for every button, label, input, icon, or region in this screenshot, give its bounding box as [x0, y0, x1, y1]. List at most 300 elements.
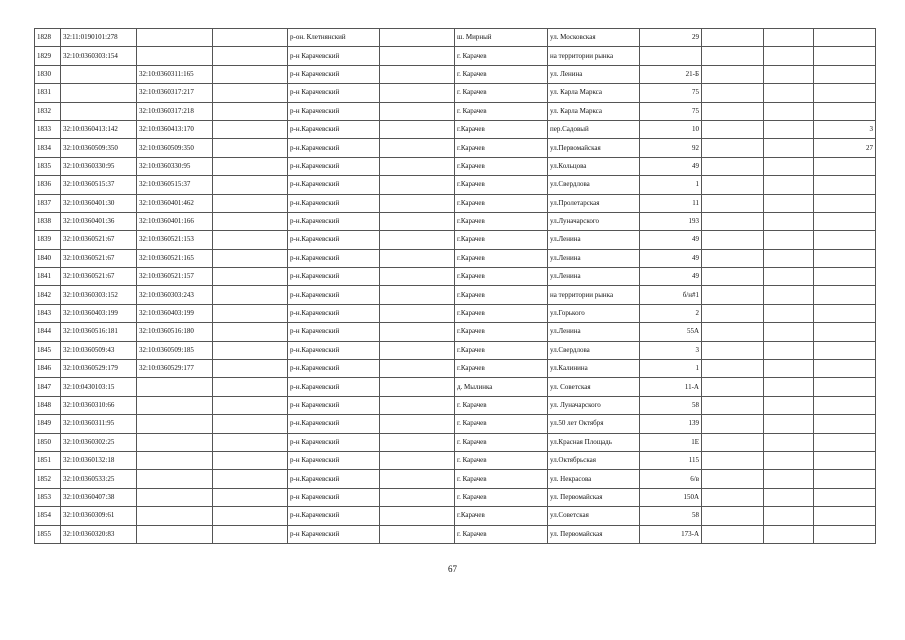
street-cell: ул.Ленина — [548, 249, 640, 267]
settlement-cell: г.Карачев — [455, 120, 548, 138]
cadastral-number-cell: 32:10:0360303:154 — [61, 47, 137, 65]
street-cell: ул.Октябрьская — [548, 451, 640, 469]
settlement-cell: г.Карачев — [455, 176, 548, 194]
apartment-cell — [814, 286, 876, 304]
empty-cell — [702, 102, 764, 120]
house-number-cell: 49 — [640, 231, 702, 249]
street-cell: ул.Пролетарская — [548, 194, 640, 212]
empty-cell — [702, 488, 764, 506]
empty-cell — [380, 84, 455, 102]
empty-cell — [764, 84, 814, 102]
table-row — [35, 433, 876, 451]
building-cadastral-number-cell: 32:10:0360413:170 — [137, 120, 213, 138]
district-cell: р-н.Карачевский — [288, 304, 380, 322]
empty-cell — [702, 286, 764, 304]
apartment-cell — [814, 415, 876, 433]
table-row — [35, 286, 876, 304]
settlement-cell: г.Карачев — [455, 157, 548, 175]
street-cell: ул.Советская — [548, 507, 640, 525]
empty-cell — [213, 194, 288, 212]
empty-cell — [213, 378, 288, 396]
district-cell: р-н.Карачевский — [288, 470, 380, 488]
row-number-cell: 1835 — [35, 157, 61, 175]
settlement-cell: г. Карачев — [455, 451, 548, 469]
empty-cell — [702, 120, 764, 138]
cadastral-number-cell: 32:10:0360533:25 — [61, 470, 137, 488]
table-row — [35, 451, 876, 469]
apartment-cell — [814, 84, 876, 102]
empty-cell — [764, 47, 814, 65]
street-cell: ул. Карла Маркса — [548, 102, 640, 120]
empty-cell — [213, 231, 288, 249]
row-number-cell: 1836 — [35, 176, 61, 194]
settlement-cell: г. Карачев — [455, 433, 548, 451]
district-cell: р-н Карачевский — [288, 102, 380, 120]
district-cell: р-он. Клетнянский — [288, 29, 380, 47]
empty-cell — [764, 176, 814, 194]
row-number-cell: 1834 — [35, 139, 61, 157]
district-cell: р-н.Карачевский — [288, 341, 380, 359]
district-cell: р-н.Карачевский — [288, 231, 380, 249]
empty-cell — [213, 65, 288, 83]
empty-cell — [213, 323, 288, 341]
apartment-cell — [814, 157, 876, 175]
street-cell: ул. Советская — [548, 378, 640, 396]
cadastral-number-cell: 32:10:0360320:83 — [61, 525, 137, 543]
apartment-cell — [814, 451, 876, 469]
street-cell: ул.Ленина — [548, 231, 640, 249]
house-number-cell: 49 — [640, 268, 702, 286]
street-cell: ул. Карла Маркса — [548, 84, 640, 102]
row-number-cell: 1829 — [35, 47, 61, 65]
empty-cell — [213, 488, 288, 506]
empty-cell — [764, 212, 814, 230]
empty-cell — [380, 65, 455, 83]
empty-cell — [764, 341, 814, 359]
district-cell: р-н.Карачевский — [288, 120, 380, 138]
empty-cell — [380, 286, 455, 304]
house-number-cell: 1Е — [640, 433, 702, 451]
registry-table — [34, 28, 876, 544]
table-row — [35, 323, 876, 341]
table-row — [35, 176, 876, 194]
empty-cell — [380, 396, 455, 414]
street-cell: ул.Ленина — [548, 323, 640, 341]
row-number-cell: 1846 — [35, 360, 61, 378]
empty-cell — [764, 120, 814, 138]
cadastral-number-cell: 32:10:0360132:18 — [61, 451, 137, 469]
settlement-cell: г.Карачев — [455, 212, 548, 230]
row-number-cell: 1850 — [35, 433, 61, 451]
empty-cell — [764, 249, 814, 267]
house-number-cell: 29 — [640, 29, 702, 47]
empty-cell — [702, 65, 764, 83]
empty-cell — [213, 507, 288, 525]
empty-cell — [764, 29, 814, 47]
table-row — [35, 139, 876, 157]
building-cadastral-number-cell — [137, 415, 213, 433]
row-number-cell: 1840 — [35, 249, 61, 267]
empty-cell — [764, 102, 814, 120]
street-cell: ул.Свердлова — [548, 341, 640, 359]
empty-cell — [213, 157, 288, 175]
empty-cell — [702, 415, 764, 433]
empty-cell — [702, 433, 764, 451]
apartment-cell: 3 — [814, 120, 876, 138]
street-cell: на территории рынка — [548, 47, 640, 65]
cadastral-number-cell: 32:10:0360529:179 — [61, 360, 137, 378]
settlement-cell: г. Карачев — [455, 84, 548, 102]
settlement-cell: г. Карачев — [455, 488, 548, 506]
house-number-cell: 139 — [640, 415, 702, 433]
street-cell: ул.Ленина — [548, 268, 640, 286]
cadastral-number-cell — [61, 102, 137, 120]
row-number-cell: 1830 — [35, 65, 61, 83]
apartment-cell: 27 — [814, 139, 876, 157]
cadastral-number-cell: 32:10:0360509:350 — [61, 139, 137, 157]
table-row — [35, 47, 876, 65]
settlement-cell: г.Карачев — [455, 268, 548, 286]
empty-cell — [213, 120, 288, 138]
street-cell: ул. Луначарского — [548, 396, 640, 414]
cadastral-number-cell: 32:10:0360403:199 — [61, 304, 137, 322]
table-row — [35, 378, 876, 396]
house-number-cell: 92 — [640, 139, 702, 157]
house-number-cell: 49 — [640, 157, 702, 175]
apartment-cell — [814, 47, 876, 65]
street-cell: на территории рынка — [548, 286, 640, 304]
table-row — [35, 525, 876, 543]
table-row — [35, 231, 876, 249]
apartment-cell — [814, 488, 876, 506]
cadastral-number-cell: 32:10:0360515:37 — [61, 176, 137, 194]
empty-cell — [380, 304, 455, 322]
table-row — [35, 157, 876, 175]
building-cadastral-number-cell: 32:10:0360401:166 — [137, 212, 213, 230]
cadastral-number-cell: 32:10:0360330:95 — [61, 157, 137, 175]
row-number-cell: 1837 — [35, 194, 61, 212]
apartment-cell — [814, 507, 876, 525]
empty-cell — [702, 323, 764, 341]
table-row — [35, 29, 876, 47]
house-number-cell: 58 — [640, 507, 702, 525]
district-cell: р-н.Карачевский — [288, 212, 380, 230]
district-cell: р-н Карачевский — [288, 433, 380, 451]
empty-cell — [213, 268, 288, 286]
empty-cell — [702, 470, 764, 488]
settlement-cell: г.Карачев — [455, 231, 548, 249]
settlement-cell: г. Карачев — [455, 102, 548, 120]
house-number-cell: 11 — [640, 194, 702, 212]
empty-cell — [702, 249, 764, 267]
empty-cell — [764, 433, 814, 451]
district-cell: р-н.Карачевский — [288, 268, 380, 286]
house-number-cell: 10 — [640, 120, 702, 138]
empty-cell — [764, 231, 814, 249]
empty-cell — [380, 249, 455, 267]
empty-cell — [380, 102, 455, 120]
cadastral-number-cell: 32:10:0360303:152 — [61, 286, 137, 304]
table-row — [35, 194, 876, 212]
empty-cell — [380, 525, 455, 543]
building-cadastral-number-cell: 32:10:0360403:199 — [137, 304, 213, 322]
apartment-cell — [814, 360, 876, 378]
apartment-cell — [814, 176, 876, 194]
settlement-cell: г.Карачев — [455, 323, 548, 341]
empty-cell — [764, 268, 814, 286]
row-number-cell: 1855 — [35, 525, 61, 543]
street-cell: ул.Красная Площадь — [548, 433, 640, 451]
empty-cell — [702, 341, 764, 359]
cadastral-number-cell: 32:10:0360509:43 — [61, 341, 137, 359]
district-cell: р-н Карачевский — [288, 451, 380, 469]
table-row — [35, 470, 876, 488]
empty-cell — [764, 451, 814, 469]
empty-cell — [764, 194, 814, 212]
house-number-cell: 2 — [640, 304, 702, 322]
building-cadastral-number-cell — [137, 488, 213, 506]
empty-cell — [213, 286, 288, 304]
building-cadastral-number-cell — [137, 525, 213, 543]
empty-cell — [702, 139, 764, 157]
settlement-cell: г.Карачев — [455, 139, 548, 157]
cadastral-number-cell — [61, 84, 137, 102]
empty-cell — [213, 47, 288, 65]
house-number-cell: 55А — [640, 323, 702, 341]
empty-cell — [380, 360, 455, 378]
row-number-cell: 1838 — [35, 212, 61, 230]
settlement-cell: ш. Мирный — [455, 29, 548, 47]
row-number-cell: 1839 — [35, 231, 61, 249]
apartment-cell — [814, 194, 876, 212]
district-cell: р-н.Карачевский — [288, 286, 380, 304]
table-row — [35, 120, 876, 138]
row-number-cell: 1848 — [35, 396, 61, 414]
district-cell: р-н Карачевский — [288, 525, 380, 543]
empty-cell — [702, 176, 764, 194]
street-cell: ул. Московская — [548, 29, 640, 47]
apartment-cell — [814, 268, 876, 286]
table-row — [35, 507, 876, 525]
building-cadastral-number-cell — [137, 470, 213, 488]
empty-cell — [702, 268, 764, 286]
table-row — [35, 249, 876, 267]
building-cadastral-number-cell — [137, 507, 213, 525]
house-number-cell: б/н#1 — [640, 286, 702, 304]
building-cadastral-number-cell: 32:10:0360515:37 — [137, 176, 213, 194]
building-cadastral-number-cell: 32:10:0360529:177 — [137, 360, 213, 378]
cadastral-number-cell: 32:10:0360521:67 — [61, 249, 137, 267]
row-number-cell: 1853 — [35, 488, 61, 506]
settlement-cell: г.Карачев — [455, 341, 548, 359]
row-number-cell: 1841 — [35, 268, 61, 286]
page-number: 67 — [448, 564, 457, 574]
empty-cell — [380, 451, 455, 469]
empty-cell — [380, 176, 455, 194]
table-row — [35, 396, 876, 414]
building-cadastral-number-cell: 32:10:0360311:165 — [137, 65, 213, 83]
empty-cell — [380, 268, 455, 286]
cadastral-number-cell: 32:10:0430103:15 — [61, 378, 137, 396]
street-cell: ул.Кольцова — [548, 157, 640, 175]
apartment-cell — [814, 323, 876, 341]
apartment-cell — [814, 396, 876, 414]
settlement-cell: г.Карачев — [455, 360, 548, 378]
settlement-cell: г.Карачев — [455, 194, 548, 212]
settlement-cell: г. Карачев — [455, 396, 548, 414]
cadastral-number-cell: 32:10:0360413:142 — [61, 120, 137, 138]
apartment-cell — [814, 231, 876, 249]
empty-cell — [380, 47, 455, 65]
empty-cell — [702, 47, 764, 65]
street-cell: ул.Свердлова — [548, 176, 640, 194]
building-cadastral-number-cell: 32:10:0360317:217 — [137, 84, 213, 102]
empty-cell — [764, 396, 814, 414]
empty-cell — [764, 507, 814, 525]
apartment-cell — [814, 525, 876, 543]
settlement-cell: д. Мылинка — [455, 378, 548, 396]
building-cadastral-number-cell — [137, 29, 213, 47]
table-row — [35, 360, 876, 378]
empty-cell — [702, 525, 764, 543]
empty-cell — [380, 341, 455, 359]
district-cell: р-н.Карачевский — [288, 507, 380, 525]
street-cell: пер.Садовый — [548, 120, 640, 138]
street-cell: ул. Некрасова — [548, 470, 640, 488]
empty-cell — [380, 378, 455, 396]
district-cell: р-н.Карачевский — [288, 249, 380, 267]
apartment-cell — [814, 304, 876, 322]
empty-cell — [702, 212, 764, 230]
empty-cell — [213, 102, 288, 120]
building-cadastral-number-cell: 32:10:0360516:180 — [137, 323, 213, 341]
table-row — [35, 415, 876, 433]
empty-cell — [380, 323, 455, 341]
empty-cell — [213, 525, 288, 543]
row-number-cell: 1844 — [35, 323, 61, 341]
apartment-cell — [814, 470, 876, 488]
cadastral-number-cell: 32:10:0360521:67 — [61, 231, 137, 249]
house-number-cell: 1 — [640, 360, 702, 378]
district-cell: р-н Карачевский — [288, 396, 380, 414]
row-number-cell: 1833 — [35, 120, 61, 138]
empty-cell — [213, 360, 288, 378]
empty-cell — [702, 304, 764, 322]
settlement-cell: г.Карачев — [455, 507, 548, 525]
row-number-cell: 1845 — [35, 341, 61, 359]
settlement-cell: г. Карачев — [455, 415, 548, 433]
cadastral-number-cell — [61, 65, 137, 83]
house-number-cell: 115 — [640, 451, 702, 469]
apartment-cell — [814, 341, 876, 359]
street-cell: ул.50 лет Октября — [548, 415, 640, 433]
empty-cell — [213, 29, 288, 47]
cadastral-number-cell: 32:10:0360310:66 — [61, 396, 137, 414]
table-row — [35, 304, 876, 322]
empty-cell — [213, 249, 288, 267]
row-number-cell: 1832 — [35, 102, 61, 120]
district-cell: р-н Карачевский — [288, 488, 380, 506]
district-cell: р-н Карачевский — [288, 84, 380, 102]
building-cadastral-number-cell: 32:10:0360509:185 — [137, 341, 213, 359]
empty-cell — [764, 360, 814, 378]
settlement-cell: г.Карачев — [455, 286, 548, 304]
building-cadastral-number-cell: 32:10:0360521:153 — [137, 231, 213, 249]
street-cell: ул. Первомайская — [548, 525, 640, 543]
settlement-cell: г. Карачев — [455, 470, 548, 488]
empty-cell — [702, 194, 764, 212]
empty-cell — [702, 396, 764, 414]
apartment-cell — [814, 433, 876, 451]
empty-cell — [380, 470, 455, 488]
apartment-cell — [814, 378, 876, 396]
cadastral-number-cell: 32:10:0360401:36 — [61, 212, 137, 230]
building-cadastral-number-cell: 32:10:0360521:165 — [137, 249, 213, 267]
settlement-cell: г. Карачев — [455, 47, 548, 65]
cadastral-number-cell: 32:10:0360401:30 — [61, 194, 137, 212]
building-cadastral-number-cell: 32:10:0360521:157 — [137, 268, 213, 286]
district-cell: р-н.Карачевский — [288, 176, 380, 194]
cadastral-number-cell: 32:10:0360521:67 — [61, 268, 137, 286]
cadastral-number-cell: 32:11:0190101:278 — [61, 29, 137, 47]
building-cadastral-number-cell: 32:10:0360330:95 — [137, 157, 213, 175]
district-cell: р-н Карачевский — [288, 47, 380, 65]
district-cell: р-н.Карачевский — [288, 139, 380, 157]
apartment-cell — [814, 249, 876, 267]
empty-cell — [380, 194, 455, 212]
street-cell: ул.Калинина — [548, 360, 640, 378]
building-cadastral-number-cell: 32:10:0360317:218 — [137, 102, 213, 120]
empty-cell — [213, 212, 288, 230]
house-number-cell: 58 — [640, 396, 702, 414]
row-number-cell: 1847 — [35, 378, 61, 396]
settlement-cell: г. Карачев — [455, 525, 548, 543]
table-row — [35, 84, 876, 102]
settlement-cell: г. Карачев — [455, 65, 548, 83]
empty-cell — [764, 65, 814, 83]
settlement-cell: г.Карачев — [455, 304, 548, 322]
empty-cell — [764, 323, 814, 341]
building-cadastral-number-cell: 32:10:0360401:462 — [137, 194, 213, 212]
empty-cell — [380, 139, 455, 157]
row-number-cell: 1828 — [35, 29, 61, 47]
empty-cell — [764, 157, 814, 175]
empty-cell — [380, 507, 455, 525]
building-cadastral-number-cell — [137, 47, 213, 65]
empty-cell — [213, 433, 288, 451]
empty-cell — [764, 415, 814, 433]
building-cadastral-number-cell — [137, 378, 213, 396]
house-number-cell: 21-Б — [640, 65, 702, 83]
empty-cell — [764, 378, 814, 396]
empty-cell — [764, 470, 814, 488]
empty-cell — [702, 84, 764, 102]
house-number-cell: 75 — [640, 84, 702, 102]
empty-cell — [702, 29, 764, 47]
building-cadastral-number-cell — [137, 433, 213, 451]
empty-cell — [380, 157, 455, 175]
empty-cell — [380, 212, 455, 230]
street-cell: ул.Луначарского — [548, 212, 640, 230]
empty-cell — [702, 507, 764, 525]
house-number-cell: 75 — [640, 102, 702, 120]
empty-cell — [380, 415, 455, 433]
apartment-cell — [814, 65, 876, 83]
house-number-cell: 150А — [640, 488, 702, 506]
district-cell: р-н Карачевский — [288, 65, 380, 83]
empty-cell — [213, 451, 288, 469]
empty-cell — [702, 378, 764, 396]
